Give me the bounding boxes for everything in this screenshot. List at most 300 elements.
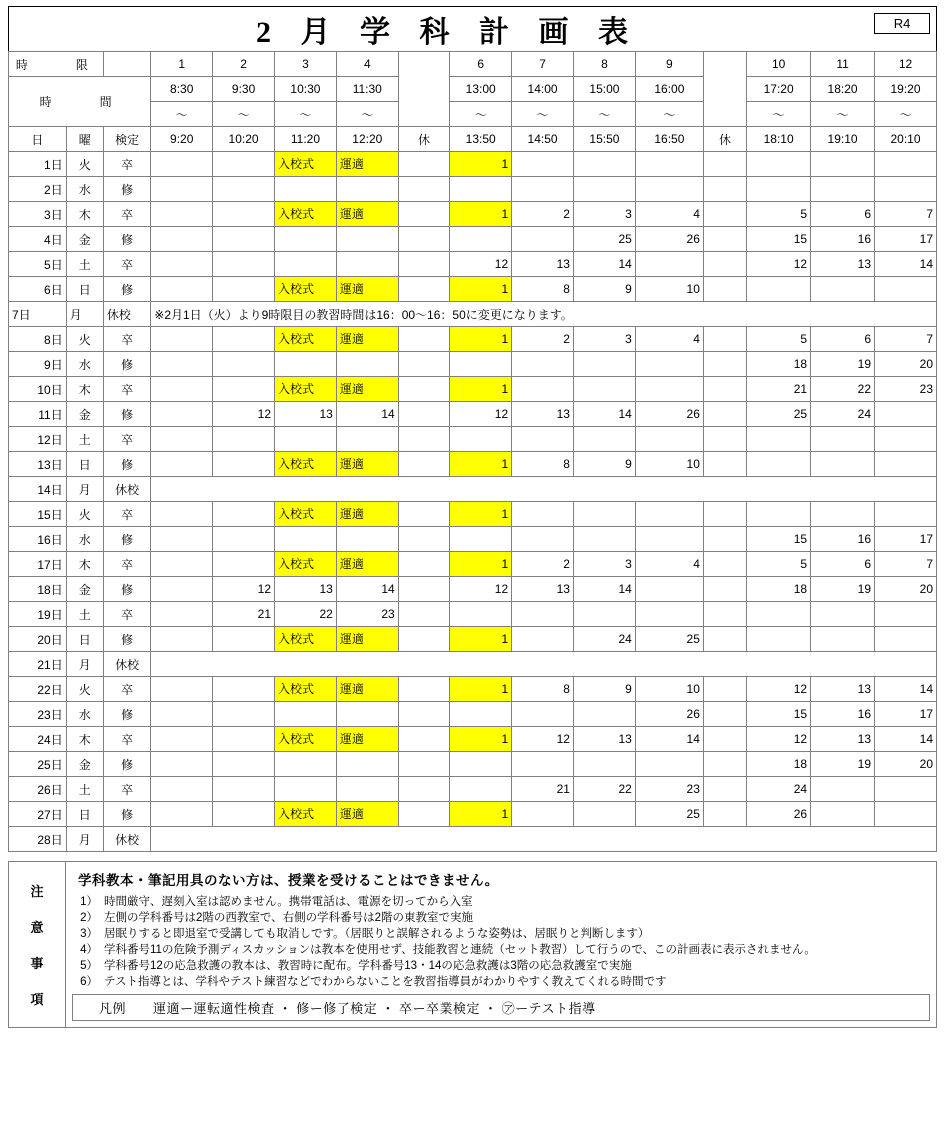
notice-item [72, 926, 930, 942]
time-tilde-4: ～ [336, 102, 398, 127]
row-weekday: 土 [66, 252, 103, 277]
row-weekday: 火 [66, 152, 103, 177]
row-day: 12日 [9, 427, 67, 452]
cell-subject: 12 [450, 402, 512, 427]
cell-subject: 1 [450, 677, 512, 702]
cell-break [398, 402, 450, 427]
cell-empty [811, 427, 875, 452]
cell-empty [151, 702, 213, 727]
cell-subject: 26 [635, 702, 703, 727]
notice-item [72, 958, 930, 974]
cell-empty [151, 277, 213, 302]
notice-item-number: 4） [80, 944, 98, 956]
cell-subject: 1 [450, 152, 512, 177]
cell-empty [151, 677, 213, 702]
cell-empty [875, 402, 937, 427]
time-start-13: 19:20 [875, 77, 937, 102]
row-exam: 修 [103, 802, 150, 827]
spacer-cell [103, 52, 150, 77]
row-day: 27日 [9, 802, 67, 827]
label-day: 日 [9, 127, 67, 152]
table-row [9, 327, 937, 352]
cell-empty [275, 702, 337, 727]
cell-empty [875, 452, 937, 477]
cell-empty [573, 602, 635, 627]
page-title: 2 月 学 科 計 画 表 [256, 16, 639, 49]
cell-subject: 9 [573, 677, 635, 702]
row-weekday: 土 [66, 777, 103, 802]
notice-side-label [9, 862, 66, 1027]
cell-subject: 1 [450, 627, 512, 652]
cell-subject: 14 [875, 727, 937, 752]
cell-empty [213, 452, 275, 477]
time-end-2: 10:20 [213, 127, 275, 152]
cell-highlight: 入校式 [275, 202, 337, 227]
cell-empty [450, 702, 512, 727]
row-day: 3日 [9, 202, 67, 227]
time-start-12: 18:20 [811, 77, 875, 102]
cell-empty [747, 277, 811, 302]
row-day: 4日 [9, 227, 67, 252]
row-weekday: 土 [66, 427, 103, 452]
closed-row [9, 652, 937, 677]
cell-break [703, 577, 746, 602]
cell-empty [811, 627, 875, 652]
row-exam: 卒 [103, 427, 150, 452]
time-start-11: 17:20 [747, 77, 811, 102]
table-row [9, 402, 937, 427]
cell-subject: 23 [336, 602, 398, 627]
cell-empty [747, 602, 811, 627]
cell-empty [747, 452, 811, 477]
cell-empty [875, 627, 937, 652]
cell-subject: 8 [512, 277, 574, 302]
table-row [9, 602, 937, 627]
cell-empty [573, 752, 635, 777]
cell-subject: 1 [450, 202, 512, 227]
cell-subject: 21 [213, 602, 275, 627]
cell-highlight: 運適 [336, 377, 398, 402]
notice-item-number: 5） [80, 960, 98, 972]
table-row [9, 352, 937, 377]
cell-empty [573, 802, 635, 827]
time-end-12: 19:10 [811, 127, 875, 152]
row-exam: 卒 [103, 677, 150, 702]
cell-break [398, 452, 450, 477]
row-weekday: 日 [66, 627, 103, 652]
cell-empty [151, 427, 213, 452]
cell-subject: 14 [573, 252, 635, 277]
row-weekday: 月 [66, 302, 103, 327]
cell-subject: 12 [450, 252, 512, 277]
cell-empty [811, 502, 875, 527]
notice-item-text: 学科番号12の応急救護の教本は、教習時に配布。学科番号13・14の応急救護は3階の応急救護室で実施 [104, 960, 632, 972]
notice-item-number: 2） [80, 912, 98, 924]
row-day: 6日 [9, 277, 67, 302]
cell-empty [811, 152, 875, 177]
cell-break [398, 627, 450, 652]
period-5 [398, 52, 450, 127]
row-day: 5日 [9, 252, 67, 277]
cell-highlight: 運適 [336, 502, 398, 527]
cell-empty [875, 502, 937, 527]
time-tilde-7: ～ [512, 102, 574, 127]
label-exam: 検定 [103, 127, 150, 152]
cell-empty [151, 252, 213, 277]
time-tilde-11: ～ [747, 102, 811, 127]
table-row [9, 752, 937, 777]
cell-empty [875, 802, 937, 827]
period-1: 1 [151, 52, 213, 77]
row-closed-label: 休校 [103, 652, 150, 677]
cell-empty [635, 577, 703, 602]
cell-subject: 5 [747, 202, 811, 227]
cell-break [703, 727, 746, 752]
cell-subject: 25 [573, 227, 635, 252]
cell-empty [450, 527, 512, 552]
cell-empty [275, 752, 337, 777]
cell-break [703, 377, 746, 402]
notice-side-char: 注 [30, 883, 44, 899]
cell-empty [213, 502, 275, 527]
cell-subject: 3 [573, 552, 635, 577]
cell-empty [811, 452, 875, 477]
row-day: 15日 [9, 502, 67, 527]
table-row [9, 252, 937, 277]
time-tilde-1: ～ [151, 102, 213, 127]
cell-empty [512, 152, 574, 177]
row-weekday: 木 [66, 202, 103, 227]
table-row [9, 452, 937, 477]
cell-subject: 15 [747, 702, 811, 727]
cell-empty [151, 602, 213, 627]
cell-empty [213, 727, 275, 752]
closed-span [151, 652, 937, 677]
cell-break [398, 727, 450, 752]
cell-subject: 14 [336, 402, 398, 427]
cell-subject: 1 [450, 552, 512, 577]
cell-break [703, 552, 746, 577]
cell-empty [151, 402, 213, 427]
cell-subject: 7 [875, 202, 937, 227]
time-tilde-9: ～ [635, 102, 703, 127]
cell-empty [512, 752, 574, 777]
cell-empty [573, 527, 635, 552]
table-row [9, 702, 937, 727]
row-day: 13日 [9, 452, 67, 477]
row-weekday: 木 [66, 552, 103, 577]
cell-subject: 10 [635, 677, 703, 702]
cell-break [398, 802, 450, 827]
cell-break [398, 777, 450, 802]
row-exam: 修 [103, 702, 150, 727]
row-weekday: 水 [66, 177, 103, 202]
notice-item-number: 6） [80, 976, 98, 988]
cell-empty [213, 152, 275, 177]
cell-empty [875, 602, 937, 627]
row-day: 19日 [9, 602, 67, 627]
cell-empty [213, 552, 275, 577]
cell-break [703, 802, 746, 827]
row-weekday: 金 [66, 577, 103, 602]
row-exam: 修 [103, 577, 150, 602]
cell-subject: 22 [811, 377, 875, 402]
cell-empty [336, 427, 398, 452]
cell-subject: 20 [875, 352, 937, 377]
cell-subject: 1 [450, 727, 512, 752]
notice-item [72, 894, 930, 910]
notice-side-char: 事 [30, 956, 44, 972]
cell-subject: 2 [512, 552, 574, 577]
cell-subject: 6 [811, 552, 875, 577]
cell-subject: 4 [635, 202, 703, 227]
row-weekday: 月 [66, 477, 103, 502]
cell-empty [151, 577, 213, 602]
cell-empty [151, 802, 213, 827]
cell-subject: 6 [811, 327, 875, 352]
cell-empty [747, 152, 811, 177]
cell-empty [573, 702, 635, 727]
cell-empty [811, 777, 875, 802]
period-8: 8 [573, 52, 635, 77]
cell-empty [213, 177, 275, 202]
cell-subject: 17 [875, 527, 937, 552]
row-exam: 卒 [103, 727, 150, 752]
notice-list [72, 894, 930, 990]
time-end-6: 13:50 [450, 127, 512, 152]
cell-empty [635, 527, 703, 552]
cell-subject: 8 [512, 452, 574, 477]
cell-highlight: 運適 [336, 627, 398, 652]
cell-break [398, 327, 450, 352]
cell-empty [512, 502, 574, 527]
cell-empty [275, 527, 337, 552]
time-tilde-13: ～ [875, 102, 937, 127]
cell-empty [275, 227, 337, 252]
cell-subject: 14 [635, 727, 703, 752]
cell-empty [635, 377, 703, 402]
cell-subject: 1 [450, 377, 512, 402]
row-weekday: 金 [66, 402, 103, 427]
time-tilde-3: ～ [275, 102, 337, 127]
cell-empty [151, 552, 213, 577]
cell-subject: 13 [275, 402, 337, 427]
cell-empty [512, 802, 574, 827]
period-12: 11 [811, 52, 875, 77]
time-end-4: 12:20 [336, 127, 398, 152]
cell-empty [512, 227, 574, 252]
cell-highlight: 入校式 [275, 277, 337, 302]
time-start-8: 15:00 [573, 77, 635, 102]
cell-empty [151, 352, 213, 377]
cell-empty [213, 227, 275, 252]
cell-empty [336, 752, 398, 777]
row-weekday: 日 [66, 452, 103, 477]
row-exam: 卒 [103, 602, 150, 627]
cell-subject: 14 [875, 252, 937, 277]
cell-subject: 21 [747, 377, 811, 402]
row-day: 28日 [9, 827, 67, 852]
cell-empty [635, 177, 703, 202]
cell-subject: 18 [747, 352, 811, 377]
row-day: 18日 [9, 577, 67, 602]
time-tilde-8: ～ [573, 102, 635, 127]
cell-subject: 13 [512, 577, 574, 602]
cell-subject: 8 [512, 677, 574, 702]
cell-empty [336, 252, 398, 277]
cell-empty [213, 627, 275, 652]
cell-subject: 5 [747, 552, 811, 577]
row-exam: 卒 [103, 202, 150, 227]
row-closed-label: 休校 [103, 302, 150, 327]
cell-break [398, 377, 450, 402]
table-row [9, 177, 937, 202]
row-weekday: 水 [66, 702, 103, 727]
cell-subject: 12 [747, 252, 811, 277]
cell-subject: 19 [811, 577, 875, 602]
cell-empty [275, 427, 337, 452]
schedule-table [8, 51, 937, 852]
cell-break [703, 152, 746, 177]
cell-highlight: 入校式 [275, 802, 337, 827]
cell-empty [811, 177, 875, 202]
row-exam: 修 [103, 627, 150, 652]
time-start-3: 10:30 [275, 77, 337, 102]
cell-break [703, 502, 746, 527]
time-end-3: 11:20 [275, 127, 337, 152]
time-tilde-6: ～ [450, 102, 512, 127]
page-title-cell [9, 7, 874, 51]
cell-empty [213, 802, 275, 827]
cell-empty [747, 627, 811, 652]
closed-row [9, 827, 937, 852]
notice-item [72, 974, 930, 990]
cell-break [703, 777, 746, 802]
cell-break [703, 252, 746, 277]
cell-empty [275, 252, 337, 277]
cell-subject: 4 [635, 552, 703, 577]
notice-item [72, 910, 930, 926]
cell-subject: 1 [450, 452, 512, 477]
cell-break [398, 277, 450, 302]
cell-subject: 19 [811, 352, 875, 377]
cell-empty [450, 752, 512, 777]
cell-empty [450, 777, 512, 802]
legend: 凡例 運適ー運転適性検査 ・ 修ー修了検定 ・ 卒ー卒業検定 ・ ㋐ーテスト指導 [72, 994, 930, 1021]
cell-empty [151, 727, 213, 752]
cell-empty [151, 377, 213, 402]
cell-empty [875, 152, 937, 177]
row-exam: 卒 [103, 327, 150, 352]
notice-item-text: 左側の学科番号は2階の西教室で、右側の学科番号は2階の東教室で実施 [104, 912, 474, 924]
notice-body [66, 862, 936, 1027]
row-day: 9日 [9, 352, 67, 377]
cell-subject: 15 [747, 527, 811, 552]
cell-empty [151, 627, 213, 652]
cell-break [703, 602, 746, 627]
row-day: 25日 [9, 752, 67, 777]
cell-subject: 12 [450, 577, 512, 602]
cell-subject: 12 [747, 677, 811, 702]
cell-highlight: 運適 [336, 452, 398, 477]
cell-empty [151, 452, 213, 477]
cell-subject: 13 [512, 402, 574, 427]
cell-subject: 1 [450, 277, 512, 302]
row-day: 8日 [9, 327, 67, 352]
cell-subject: 19 [811, 752, 875, 777]
cell-subject: 26 [747, 802, 811, 827]
cell-empty [573, 502, 635, 527]
cell-break [703, 402, 746, 427]
row-weekday: 火 [66, 327, 103, 352]
cell-subject: 7 [875, 552, 937, 577]
cell-break [398, 152, 450, 177]
label-weekday: 曜 [66, 127, 103, 152]
title-bar [8, 6, 937, 51]
cell-subject: 3 [573, 202, 635, 227]
cell-subject: 1 [450, 502, 512, 527]
closed-row [9, 477, 937, 502]
cell-subject: 10 [635, 277, 703, 302]
row-day: 24日 [9, 727, 67, 752]
time-start-1: 8:30 [151, 77, 213, 102]
row-exam: 卒 [103, 252, 150, 277]
cell-subject: 9 [573, 452, 635, 477]
row-exam: 修 [103, 402, 150, 427]
notice-side-char: 項 [30, 992, 44, 1008]
row-day: 2日 [9, 177, 67, 202]
cell-empty [573, 377, 635, 402]
cell-highlight: 運適 [336, 802, 398, 827]
header-time-row [9, 77, 937, 102]
cell-empty [336, 702, 398, 727]
cell-subject: 25 [747, 402, 811, 427]
cell-subject: 24 [811, 402, 875, 427]
cell-highlight: 入校式 [275, 502, 337, 527]
cell-subject: 25 [635, 802, 703, 827]
cell-break [703, 677, 746, 702]
time-end-13: 20:10 [875, 127, 937, 152]
time-end-7: 14:50 [512, 127, 574, 152]
row-weekday: 火 [66, 502, 103, 527]
cell-break [703, 327, 746, 352]
cell-subject: 3 [573, 327, 635, 352]
notice-item [72, 942, 930, 958]
cell-empty [747, 502, 811, 527]
table-row [9, 202, 937, 227]
cell-subject: 22 [573, 777, 635, 802]
cell-empty [336, 777, 398, 802]
row-exam: 修 [103, 752, 150, 777]
cell-break [703, 352, 746, 377]
cell-empty [151, 227, 213, 252]
row-weekday: 金 [66, 227, 103, 252]
cell-empty [151, 502, 213, 527]
time-start-7: 14:00 [512, 77, 574, 102]
table-row [9, 727, 937, 752]
table-row [9, 227, 937, 252]
cell-break [398, 352, 450, 377]
cell-empty [512, 377, 574, 402]
time-end-1: 9:20 [151, 127, 213, 152]
cell-empty [336, 352, 398, 377]
cell-highlight: 運適 [336, 327, 398, 352]
row-day: 23日 [9, 702, 67, 727]
cell-highlight: 運適 [336, 152, 398, 177]
cell-break [398, 702, 450, 727]
cell-empty [811, 602, 875, 627]
cell-subject: 12 [747, 727, 811, 752]
